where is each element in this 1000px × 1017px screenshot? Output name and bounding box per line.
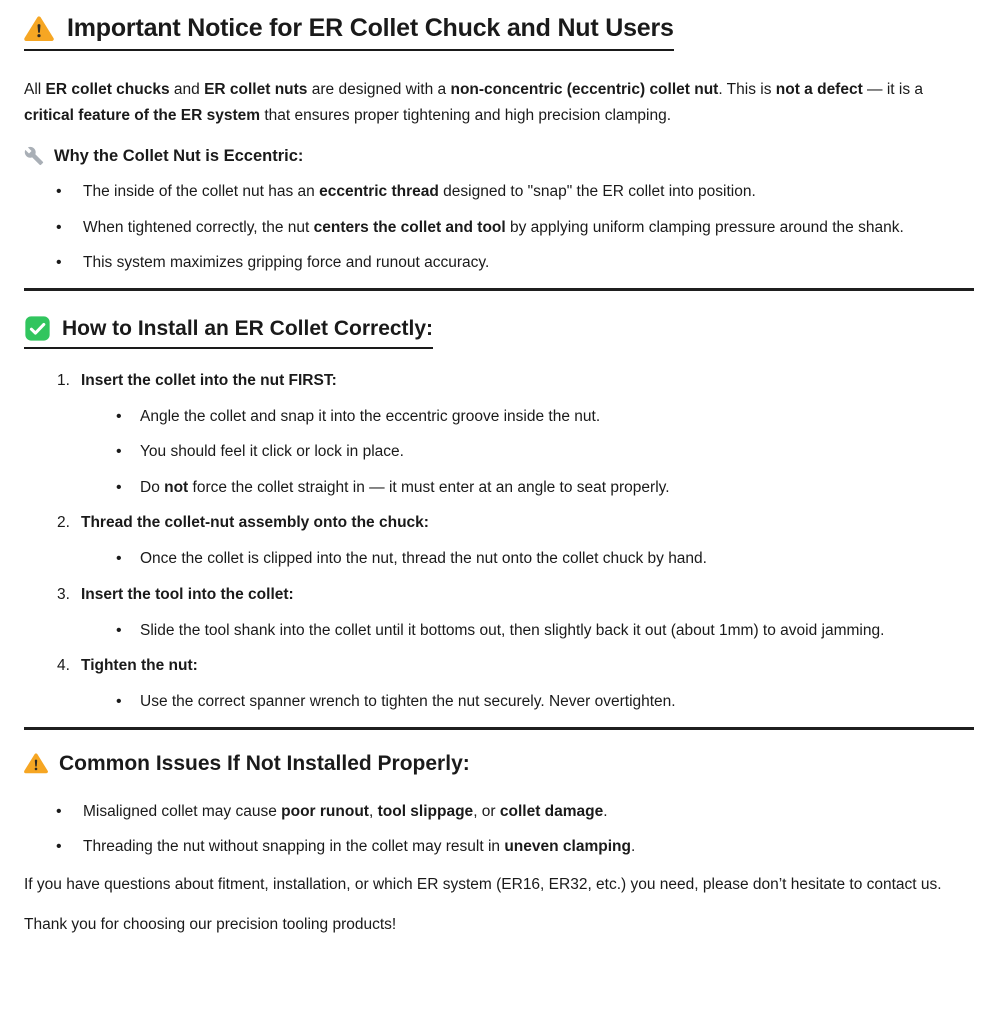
thank-you-paragraph: Thank you for choosing our precision tooling products! — [24, 916, 397, 933]
list-item: • Slide the tool shank into the collet until it bottoms out, then slightly back it out (about 1mm) to avoid jamming. — [24, 620, 974, 641]
check-icon — [24, 315, 51, 342]
issues-heading-text: Common Issues If Not Installed Properly: — [59, 751, 470, 775]
step-label — [24, 655, 974, 676]
install-step — [24, 655, 974, 712]
warning-triangle-icon — [24, 16, 54, 42]
contact-paragraph: If you have questions about fitment, installation, or which ER system (ER16, ER32, etc.) you need, please don’t hesitate to contact us. — [24, 875, 942, 893]
step-bullet-list — [24, 548, 974, 569]
step-label-text: Thread the collet-nut assembly onto the chuck: — [81, 514, 429, 531]
install-step — [24, 370, 974, 498]
step-number: 1. — [57, 371, 70, 389]
step-label — [24, 584, 974, 605]
intro-paragraph: All ER collet chucks and ER collet nuts are designed with a non-concentric (eccentric) collet nut. This is not a defect — it is a critical feature of the ER system that ensures proper tightening and high precision clamping. — [24, 81, 924, 124]
section-divider — [24, 288, 974, 291]
why-bullet-list — [24, 181, 974, 273]
step-label — [24, 512, 974, 533]
step-bullet-list — [24, 406, 974, 498]
install-steps-list — [24, 370, 974, 713]
step-bullet-list — [24, 620, 974, 641]
list-item: • Misaligned collet may cause poor runout, tool slippage, or collet damage. — [24, 801, 974, 822]
why-section-heading — [24, 146, 974, 166]
step-label-text: Insert the tool into the collet: — [81, 585, 294, 603]
why-heading-text: Why the Collet Nut is Eccentric: — [54, 146, 304, 165]
page-title-text: Important Notice for ER Collet Chuck and Nut Users — [67, 14, 674, 42]
step-number: 2. — [57, 514, 70, 531]
step-label-text: Insert the collet into the nut FIRST: — [81, 371, 337, 389]
step-bullet-list — [24, 691, 974, 712]
list-item: • Threading the nut without snapping in the collet may result in uneven clamping. — [24, 836, 974, 857]
install-heading-text: How to Install an ER Collet Correctly: — [62, 316, 434, 340]
list-item: • You should feel it click or lock in place. — [24, 441, 974, 462]
list-item: • Use the correct spanner wrench to tighten the nut securely. Never overtighten. — [24, 691, 974, 712]
list-item: • Angle the collet and snap it into the eccentric groove inside the nut. — [24, 406, 974, 427]
list-item: • The inside of the collet nut has an eccentric thread designed to "snap" the ER collet into position. — [24, 181, 974, 202]
step-number: 4. — [57, 657, 70, 674]
issues-bullet-list — [24, 801, 974, 858]
page-title — [24, 14, 674, 51]
list-item: • Do not force the collet straight in — it must enter at an angle to seat properly. — [24, 477, 974, 498]
step-label-text: Tighten the nut: — [81, 657, 198, 674]
wrench-icon — [24, 146, 44, 166]
section-divider — [24, 727, 974, 730]
install-step — [24, 584, 974, 641]
list-item: • This system maximizes gripping force and runout accuracy. — [24, 252, 974, 273]
install-step — [24, 512, 974, 569]
list-item: • Once the collet is clipped into the nut, thread the nut onto the collet chuck by hand. — [24, 548, 974, 569]
step-number: 3. — [57, 585, 70, 603]
step-label — [24, 370, 974, 391]
warning-triangle-icon — [24, 753, 48, 774]
issues-section-heading — [24, 751, 974, 776]
list-item: • When tightened correctly, the nut centers the collet and tool by applying uniform clamping pressure around the shank. — [24, 217, 974, 238]
install-section-heading — [24, 315, 433, 349]
